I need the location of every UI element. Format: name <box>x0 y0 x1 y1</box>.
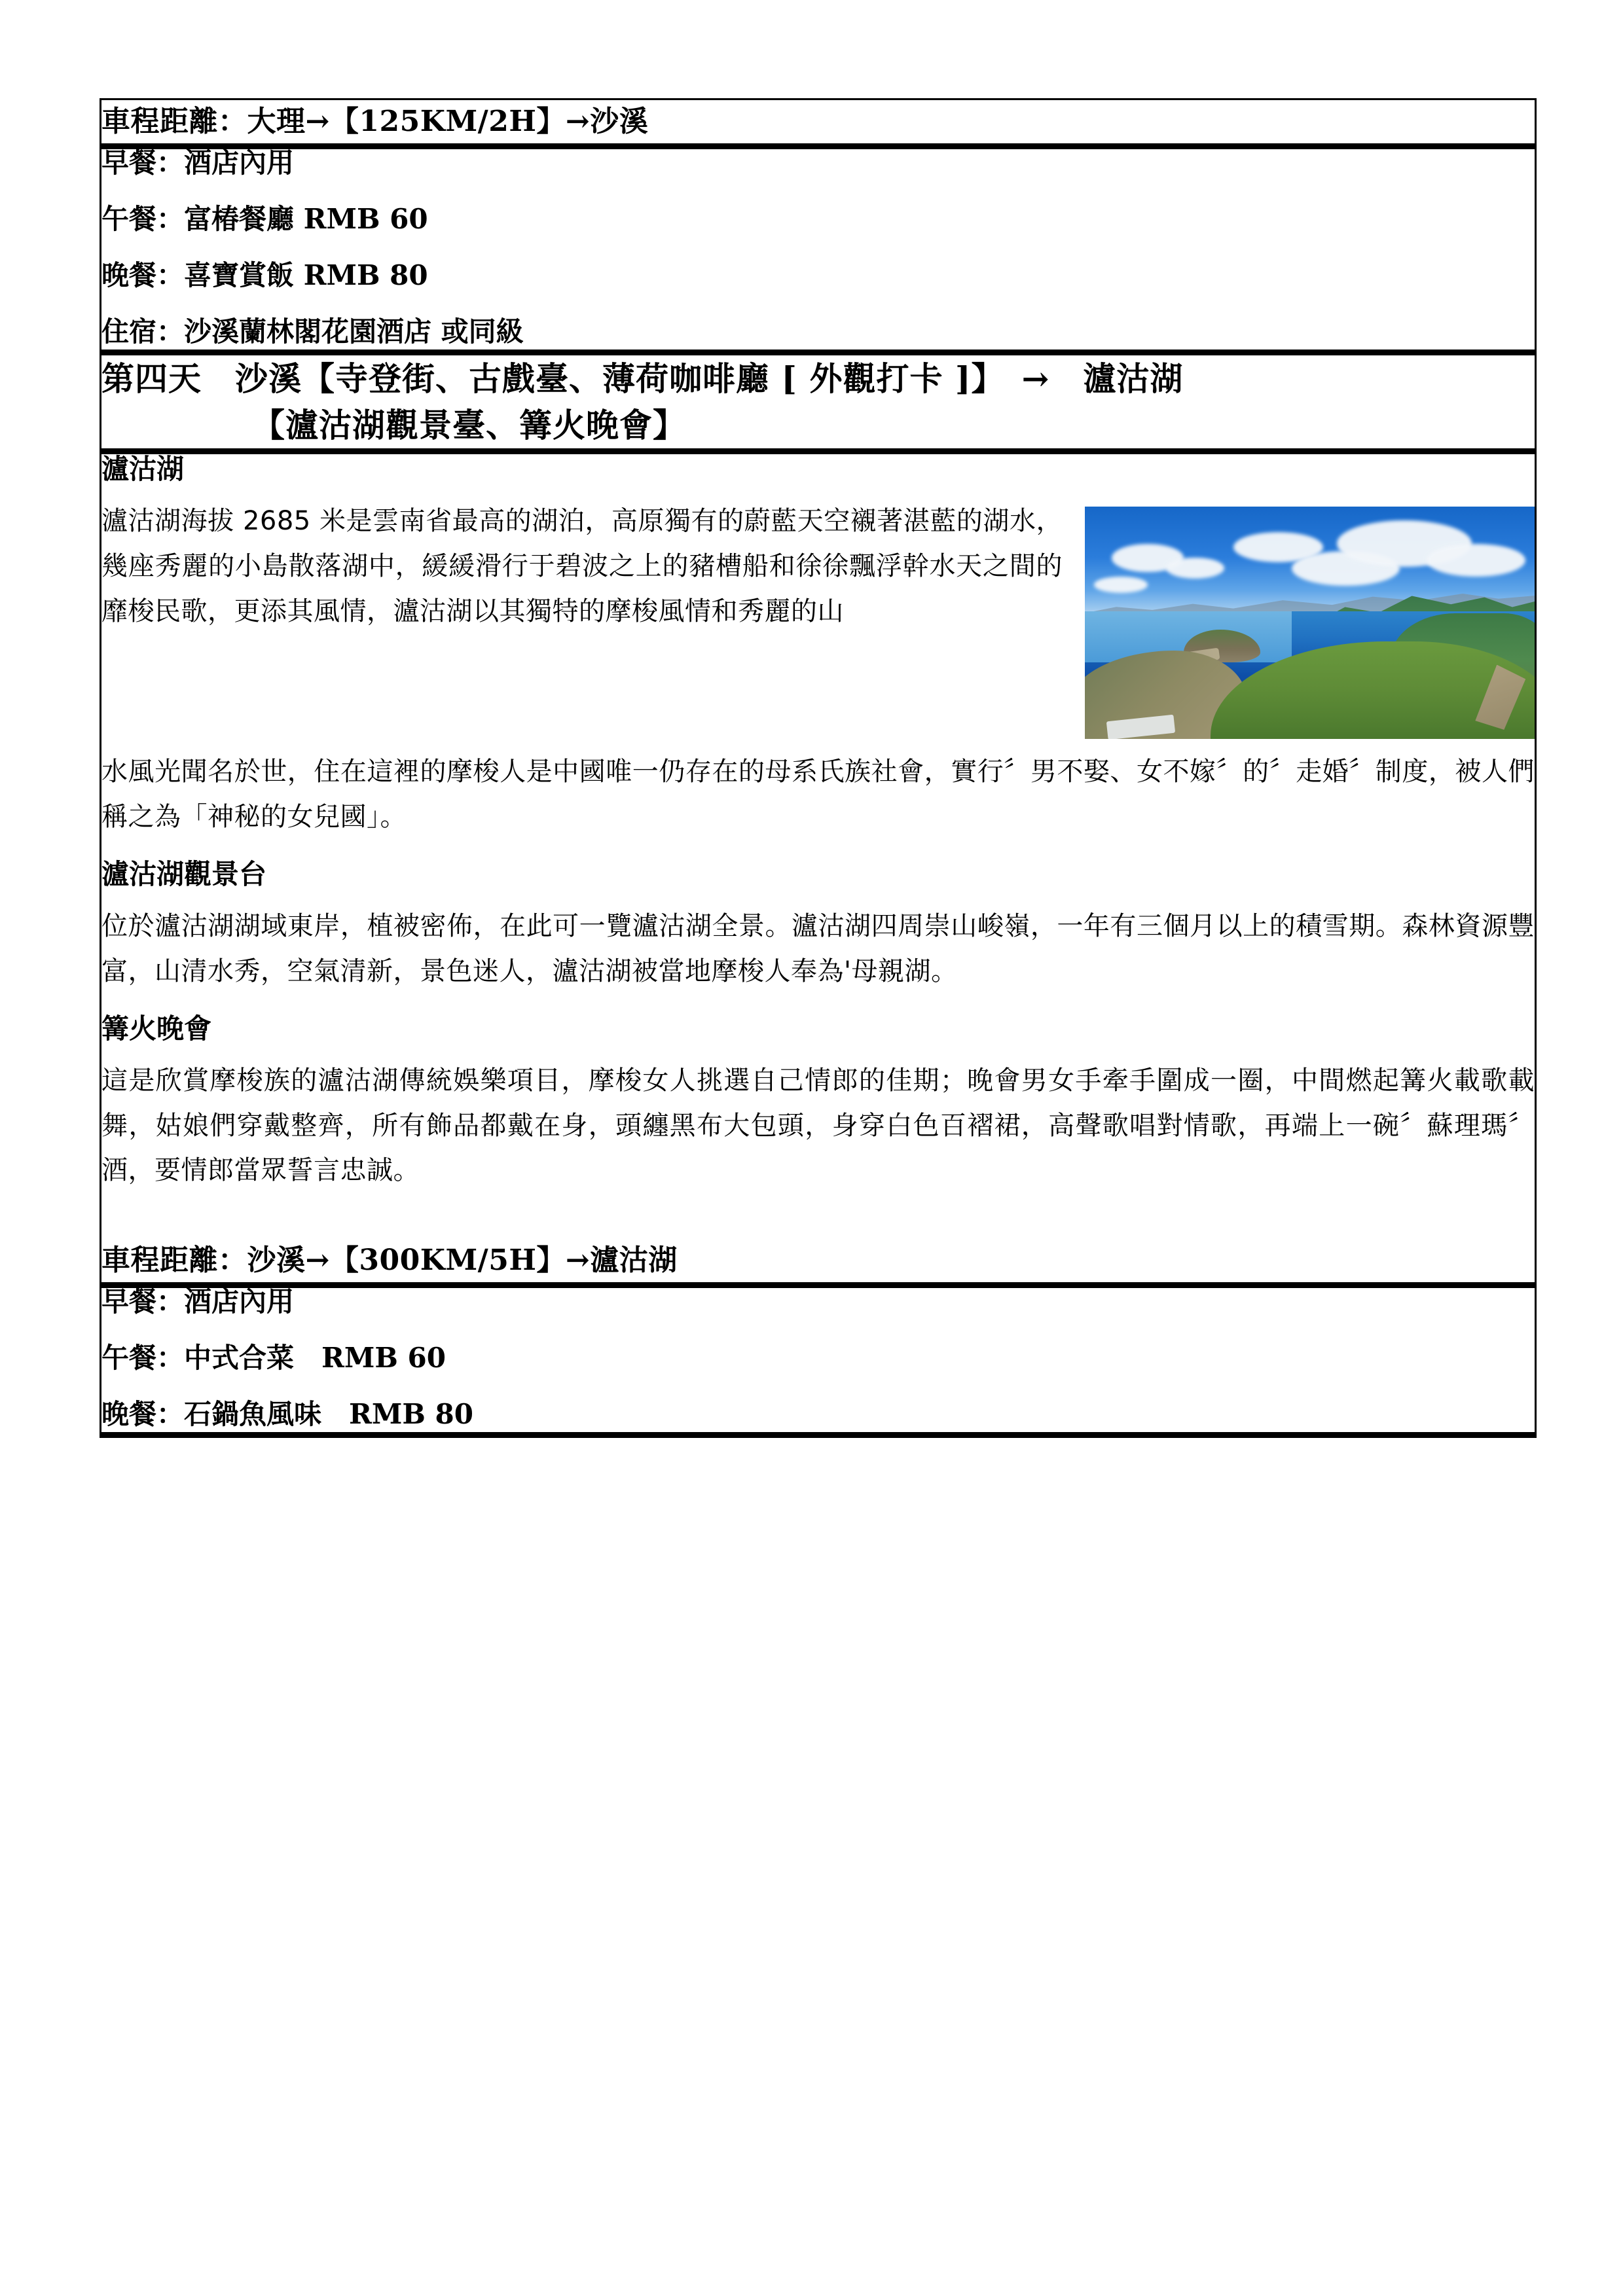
lugu-lake-photo <box>1085 507 1535 739</box>
breakfast-bottom: 早餐：酒店內用 <box>101 1285 295 1318</box>
table-row-drive-top <box>101 99 1536 147</box>
cloud-shape <box>1094 577 1148 593</box>
lodging-top: 住宿：沙溪蘭林閣花園酒店 或同級 <box>101 315 524 348</box>
day-title <box>101 355 1535 448</box>
day-header-cell <box>101 353 1536 452</box>
dinner-bottom: 晚餐：石鍋魚風味 RMB 80 <box>101 1398 473 1431</box>
cloud-shape <box>1427 544 1525 577</box>
table-row-meals-top <box>101 147 1536 353</box>
section-title-viewing-platform: 瀘沽湖觀景台 <box>101 857 267 890</box>
section-title-lugu-lake: 瀘沽湖 <box>101 453 185 485</box>
cloud-shape <box>1166 558 1224 579</box>
content-cell <box>101 452 1536 1285</box>
lugu-lake-paragraph-wrapped: 瀘沽湖海拔 2685 米是雲南省最高的湖泊，高原獨有的蔚藍天空襯著湛藍的湖水，幾座秀麗的小島散落湖中，緩緩滑行于碧波之上的豬槽船和徐徐飄浮幹水天之間的靡梭民歌，更添其風情，瀘沽湖以其獨特的摩梭風情和秀麗的山 <box>101 506 1063 626</box>
drive-distance-top-label: 車程距離：大理→【125KM/2H】→沙溪 <box>101 105 649 138</box>
section-title-bonfire-party: 篝火晚會 <box>101 1012 212 1045</box>
drive-distance-cell-top <box>101 99 1536 147</box>
table-row-content <box>101 452 1536 1285</box>
table-row-day-header <box>101 353 1536 452</box>
meals-cell-bottom <box>101 1285 1536 1435</box>
meals-cell-top <box>101 147 1536 353</box>
day-title-line1: 第四天 沙溪【寺登街、古戲臺、薄荷咖啡廳 [ 外觀打卡 ]】 → 瀘沽湖 <box>101 359 1184 398</box>
lunch-top: 午餐：富椿餐廳 RMB 60 <box>101 203 428 235</box>
bonfire-party-paragraph: 這是欣賞摩梭族的瀘沽湖傳統娛樂項目，摩梭女人挑選自己情郎的佳期；晚會男女手牽手圍成一圈，中間燃起篝火載歌載舞，姑娘們穿戴整齊，所有飾品都戴在身，頭纏黑布大包頭，身穿白色百褶裙，高聲歌唱對情歌，再端上一碗〞蘇理瑪〞酒，要情郎當眾誓言忠誠。 <box>101 1065 1535 1186</box>
itinerary-table <box>100 98 1537 1438</box>
day-title-line2: 【瀘沽湖觀景臺、篝火晚會】 <box>252 406 686 444</box>
lunch-bottom: 午餐：中式合菜 RMB 60 <box>101 1342 446 1374</box>
breakfast-top: 早餐：酒店內用 <box>101 147 295 179</box>
dinner-top: 晚餐：喜寶賞飯 RMB 80 <box>101 259 428 291</box>
photo-canvas <box>1085 507 1535 739</box>
table-row-meals-bottom <box>101 1285 1536 1435</box>
lugu-lake-paragraph-rest: 水風光聞名於世，住在這裡的摩梭人是中國唯一仍存在的母系氏族社會，實行〞男不娶、女不嫁〞的〞走婚〞制度，被人們稱之為「神秘的女兒國」。 <box>101 757 1535 832</box>
viewing-platform-paragraph: 位於瀘沽湖湖域東岸，植被密佈，在此可一覽瀘沽湖全景。瀘沽湖四周崇山峻嶺，一年有三個月以上的積雪期。森林資源豐富，山清水秀，空氣清新，景色迷人，瀘沽湖被當地摩梭人奉為'母親湖。 <box>101 910 1535 986</box>
drive-distance-bottom-label: 車程距離：沙溪→【300KM/5H】→瀘沽湖 <box>101 1244 678 1278</box>
